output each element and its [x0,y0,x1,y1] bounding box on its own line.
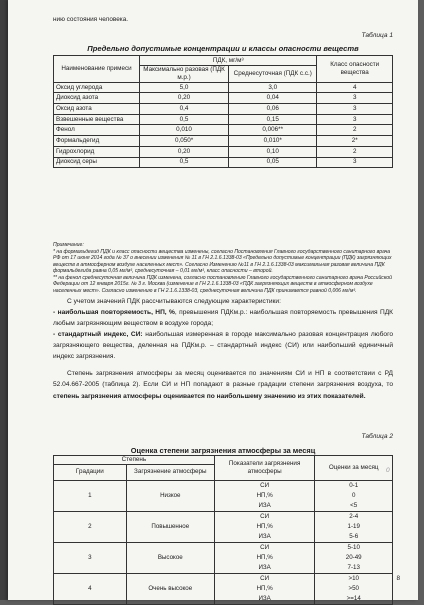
assessment-emphasis: степень загрязнения атмосферы оценивается по наибольшему значению из этих показателей. [53,392,366,400]
table1-row [54,125,393,136]
table2-ind-line: СИ [260,543,270,551]
table1-cell-ss: 0,06 [229,104,317,115]
table2-ind-line: ИЗА [258,594,271,602]
table2-cell-score [315,542,393,573]
table2-header-grade: Градации [54,464,127,480]
table1-body [54,82,393,168]
table1-cell-ss: 0,04 [229,93,317,104]
table1-title: Предельно допустимые концентрации и классы опасности веществ [87,44,359,53]
table1-header-ss: Среднесуточная (ПДК с.с.) [229,66,317,83]
table1-cell-name: Гидрохлорид [54,146,140,157]
np-term: - наибольшая повторяемость, НП, % [53,309,175,317]
table2-header-degree: Степень [54,456,215,465]
table1-row [54,136,393,147]
top-text-fragment: нию состояния человека. [53,16,129,23]
table2-cell-level: Очень высокое [126,573,214,604]
table2-ind-line: НП,% [256,584,273,592]
si-term: - стандартный индекс, СИ: [53,331,143,339]
table2-ind-line: СИ [260,574,270,582]
table1-row [54,114,393,125]
table2-cell-level: Повышенное [126,511,214,542]
table2-cell-score [315,511,393,542]
notes-header: Примечание: [53,242,84,248]
table1-cell-mr: 0,20 [140,146,229,157]
paragraph-assessment [53,368,393,401]
table1-cell-name: Диоксид азота [54,93,140,104]
table2-ind-line: НП,% [256,522,273,530]
table1-header-name: Наименование примеси [54,56,140,83]
table1-pdk [53,55,393,168]
table1-header-mr: Максимально разовая (ПДК м.р.) [140,66,229,83]
table2-score-line: <5 [350,501,358,509]
table2-ind-line: НП,% [256,491,273,499]
si-definition: наибольшая измеренная в городе максимально разовая концентрация любого загрязняющего вещества, деленная на ПДКм.р. – стандартный индекс (СИ) или наибольший единичный индекс загрязнения. [53,331,394,361]
table2-header-pollution: Загрязнение атмосферы [126,464,214,480]
table1-cell-ss: 0,05 [229,157,317,168]
table2-score-line: 7-13 [347,563,360,571]
table1-header-class: Класс опасности вещества [317,56,393,83]
table1-row [54,82,393,93]
page-number: 8 [396,575,400,582]
body-text [53,296,393,402]
table2-row [54,511,393,542]
table2-score-line: 5-6 [349,532,359,540]
table2-row [54,480,393,511]
table2-ind-line: СИ [260,512,270,520]
table1-cell-name: Оксид углерода [54,82,140,93]
table2-cell-grade: 1 [54,480,127,511]
table1-cell-cls: 3 [317,93,393,104]
table1-cell-cls: 3 [317,114,393,125]
table2-cell-ind [214,511,315,542]
table1-cell-cls: 2* [317,136,393,147]
table2-score-line: 5-10 [347,543,360,551]
table1-cell-cls: 2 [317,125,393,136]
table2-score-line: 2-4 [349,512,359,520]
table1-cell-mr: 0,050* [140,136,229,147]
table1-cell-mr: 0,4 [140,104,229,115]
paragraph-intro: С учетом значений ПДК рассчитываются следующие характеристики: [67,298,281,305]
table2-cell-level: Низкое [126,480,214,511]
table1-cell-mr: 0,5 [140,157,229,168]
table2-ind-line: НП,% [256,553,273,561]
table1-row [54,104,393,115]
table2-cell-ind [214,542,315,573]
table1-cell-name: Взвешенные вещества [54,114,140,125]
table1-cell-cls: 2 [317,146,393,157]
table1-row [54,146,393,157]
table1-row [54,157,393,168]
table2-score-line: >50 [348,584,359,592]
table1-cell-ss: 0,006** [229,125,317,136]
table1-cell-cls: 3 [317,104,393,115]
table2-body [54,480,393,604]
paragraph-np [53,307,393,329]
table1-label: Таблица 1 [361,32,393,39]
table1-cell-ss: 0,15 [229,114,317,125]
table2-cell-ind [214,480,315,511]
note-phenol: ** на фенол среднесуточная величина ПДК изменена, согласно постановлению Главного государственного санитарного врача Российской Федерации от 12 января 2015г. № 3 г. Москва (изменение в ГН 2.1.6.1338-03 «ПДК загрязняющих веществ в атмосферном воздухе населенных мест». Согласно изменению в ГН 2.1.6.1338-03, среднесуточная величина ПДК принимается равной 0,006 мг/м³. [53,274,392,294]
table1-cell-ss: 0,10 [229,146,317,157]
np-definition: , превышения ПДКм.р.: наибольшая повторяемость превышения ПДК любым загрязняющим веществом в воздухе города; [53,309,394,328]
table2-row [54,542,393,573]
table2-score-line: >10 [348,574,359,582]
table2-header-score: Оценки за месяц [315,456,393,481]
table2-label: Таблица 2 [361,433,393,440]
table2-score-line: 0-1 [349,481,359,489]
table1-cell-mr: 5,0 [140,82,229,93]
pencil-mark: 0 [386,467,390,474]
table1-cell-cls: 3 [317,157,393,168]
table2-score-line: 1-19 [347,522,360,530]
table2-cell-level: Высокое [126,542,214,573]
table2-cell-grade: 2 [54,511,127,542]
table1-row [54,93,393,104]
table1-cell-mr: 0,010 [140,125,229,136]
table2-ind-line: ИЗА [258,563,271,571]
table1-notes [53,242,393,294]
assessment-text: Степень загрязнения атмосферы за месяц оценивается по значениям СИ и НП в соответствии с РД 52.04.667-2005 (таблица 2). Если СИ и НП попадают в разные градации степени загрязнения воздуха, то [53,370,393,389]
table2-ind-line: ИЗА [258,501,271,509]
table2-ind-line: ИЗА [258,532,271,540]
table1-cell-cls: 4 [317,82,393,93]
table1-cell-name: Диоксид серы [54,157,140,168]
table2-score-line: >=14 [346,594,361,602]
table1-cell-ss: 0,010* [229,136,317,147]
table2-title: Оценка степени загрязнения атмосферы за месяц [130,446,316,455]
table1-header-pdk: ПДК, мг/м³ [140,56,317,66]
table2-cell-grade: 3 [54,542,127,573]
note-formaldehyde: * на формальдегид ПДК и класс опасности вещества изменены, согласно Постановления Главного государственного санитарного врача РФ от 17 июня 2014 года № 37 о внесении изменения № 11 в ГН 2.1.6.1338-03 «Предельно допустимые концентрации (ПДК) загрязняющих веществ в атмосферном воздухе населенных мест». Согласно Изменению №11 в ГН 2.1.6.1338-03 максимальная разовая величина ПДК формальдегида равна 0,05 мг/м³, среднесуточная – 0,01 мг/м³, класс опасности – второй. [53,248,392,275]
table1-cell-name: Формальдегид [54,136,140,147]
table1-cell-name: Оксид азота [54,104,140,115]
table2-header-indicators: Показатели загрязнения атмосферы [214,456,315,481]
table2-assessment [53,455,393,605]
table1-cell-mr: 0,5 [140,114,229,125]
table2-score-line: 20-49 [345,553,362,561]
paragraph-si [53,329,393,362]
table2-score-line: 0 [351,491,356,499]
table1-cell-ss: 3,0 [229,82,317,93]
table1-cell-name: Фенол [54,125,140,136]
document-page [8,0,418,600]
table2-cell-grade: 4 [54,573,127,604]
table2-cell-score [315,480,393,511]
page-binding-edge [0,0,8,600]
table1-cell-mr: 0,20 [140,93,229,104]
table2-ind-line: СИ [260,481,270,489]
